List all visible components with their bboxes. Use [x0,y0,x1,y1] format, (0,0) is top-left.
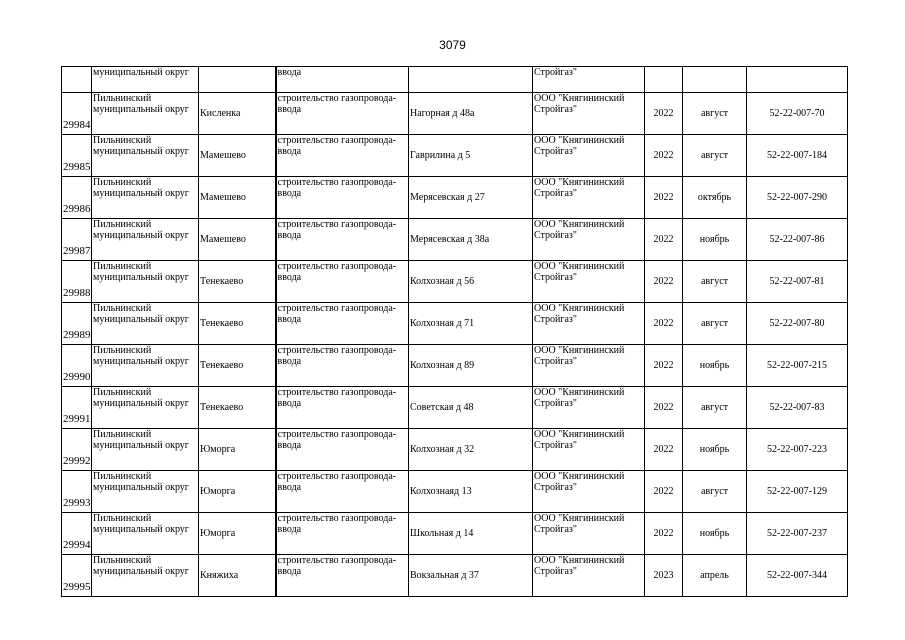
table-body [62,67,848,597]
row-number: 29987 [62,219,92,261]
address-cell: Мерясевская д 27 [409,177,533,219]
settlement-cell: Тенекаево [199,261,276,303]
settlement-cell: Тенекаево [199,345,276,387]
table-row [62,513,848,555]
district-cell: Пильнинский муниципальный округ [92,135,199,177]
year-cell: 2022 [645,513,683,555]
district-cell: Пильнинский муниципальный округ [92,219,199,261]
settlement-cell: Тенекаево [199,303,276,345]
contractor-cell: ООО "Княгининский Стройгаз" [533,387,645,429]
code-cell: 52-22-007-215 [747,345,848,387]
district-cell: Пильнинский муниципальный округ [92,387,199,429]
registry-table [61,66,848,597]
contractor-cell: ООО "Княгининский Стройгаз" [533,177,645,219]
work-cell: строительство газопровода- ввода [276,135,409,177]
year-cell: 2022 [645,345,683,387]
district-cell: Пильнинский муниципальный округ [92,303,199,345]
code-cell: 52-22-007-344 [747,555,848,597]
code-cell: 52-22-007-184 [747,135,848,177]
row-number: 29991 [62,387,92,429]
year-cell: 2022 [645,303,683,345]
row-number [62,67,92,93]
district-cell: муниципальный округ [92,67,199,93]
contractor-cell: ООО "Княгининский Стройгаз" [533,345,645,387]
month-cell: апрель [683,555,747,597]
month-cell: август [683,135,747,177]
year-cell: 2022 [645,93,683,135]
year-cell: 2022 [645,219,683,261]
table-row [62,471,848,513]
district-cell: Пильнинский муниципальный округ [92,345,199,387]
address-cell: Колхозная д 71 [409,303,533,345]
address-cell: Нагорная д 48а [409,93,533,135]
month-cell [683,67,747,93]
work-cell: строительство газопровода- ввода [276,261,409,303]
row-number: 29990 [62,345,92,387]
table-row [62,387,848,429]
work-cell: строительство газопровода- ввода [276,555,409,597]
table-row [62,177,848,219]
month-cell: ноябрь [683,429,747,471]
settlement-cell: Мамешево [199,177,276,219]
year-cell: 2022 [645,177,683,219]
settlement-cell: Юморга [199,513,276,555]
month-cell: август [683,261,747,303]
row-number: 29994 [62,513,92,555]
district-cell: Пильнинский муниципальный округ [92,261,199,303]
work-cell: строительство газопровода- ввода [276,513,409,555]
settlement-cell [199,67,276,93]
month-cell: ноябрь [683,345,747,387]
code-cell: 52-22-007-83 [747,387,848,429]
year-cell: 2022 [645,387,683,429]
code-cell [747,67,848,93]
work-cell: строительство газопровода- ввода [276,93,409,135]
address-cell: Гаврилина д 5 [409,135,533,177]
year-cell: 2022 [645,135,683,177]
year-cell: 2022 [645,429,683,471]
month-cell: август [683,303,747,345]
settlement-cell: Княжиха [199,555,276,597]
contractor-cell: ООО "Княгининский Стройгаз" [533,219,645,261]
month-cell: октябрь [683,177,747,219]
settlement-cell: Мамешево [199,135,276,177]
row-number: 29992 [62,429,92,471]
contractor-cell: ООО "Княгининский Стройгаз" [533,261,645,303]
work-cell: строительство газопровода- ввода [276,429,409,471]
settlement-cell: Тенекаево [199,387,276,429]
address-cell [409,67,533,93]
contractor-cell: ООО "Княгининский Стройгаз" [533,93,645,135]
code-cell: 52-22-007-70 [747,93,848,135]
year-cell: 2022 [645,471,683,513]
contractor-cell: ООО "Княгининский Стройгаз" [533,513,645,555]
address-cell: Колхозная д 56 [409,261,533,303]
address-cell: Колхознаяд 13 [409,471,533,513]
district-cell: Пильнинский муниципальный округ [92,555,199,597]
work-cell: строительство газопровода- ввода [276,177,409,219]
month-cell: август [683,387,747,429]
work-cell: строительство газопровода- ввода [276,303,409,345]
month-cell: август [683,471,747,513]
table-row [62,429,848,471]
row-number: 29989 [62,303,92,345]
table-row [62,345,848,387]
month-cell: ноябрь [683,513,747,555]
row-number: 29993 [62,471,92,513]
year-cell: 2022 [645,261,683,303]
table-row [62,303,848,345]
code-cell: 52-22-007-81 [747,261,848,303]
district-cell: Пильнинский муниципальный округ [92,177,199,219]
work-cell: строительство газопровода- ввода [276,345,409,387]
code-cell: 52-22-007-223 [747,429,848,471]
contractor-cell: ООО "Княгининский Стройгаз" [533,555,645,597]
code-cell: 52-22-007-86 [747,219,848,261]
month-cell: ноябрь [683,219,747,261]
address-cell: Колхозная д 89 [409,345,533,387]
work-cell: строительство газопровода- ввода [276,219,409,261]
settlement-cell: Юморга [199,429,276,471]
address-cell: Школьная д 14 [409,513,533,555]
settlement-cell: Юморга [199,471,276,513]
row-number: 29984 [62,93,92,135]
table-row [62,555,848,597]
work-cell: строительство газопровода- ввода [276,387,409,429]
row-number: 29988 [62,261,92,303]
year-cell [645,67,683,93]
table-row [62,261,848,303]
address-cell: Мерясевская д 38а [409,219,533,261]
row-number: 29995 [62,555,92,597]
district-cell: Пильнинский муниципальный округ [92,429,199,471]
settlement-cell: Мамешево [199,219,276,261]
contractor-cell: Стройгаз" [533,67,645,93]
address-cell: Колхозная д 32 [409,429,533,471]
settlement-cell: Кисленка [199,93,276,135]
table-row [62,135,848,177]
page-number: 3079 [439,38,466,52]
row-number: 29986 [62,177,92,219]
code-cell: 52-22-007-80 [747,303,848,345]
code-cell: 52-22-007-237 [747,513,848,555]
contractor-cell: ООО "Княгининский Стройгаз" [533,429,645,471]
year-cell: 2023 [645,555,683,597]
table-row [62,93,848,135]
row-number: 29985 [62,135,92,177]
table-row-continuation [62,67,848,93]
district-cell: Пильнинский муниципальный округ [92,471,199,513]
address-cell: Вокзальная д 37 [409,555,533,597]
district-cell: Пильнинский муниципальный округ [92,93,199,135]
table-row [62,219,848,261]
district-cell: Пильнинский муниципальный округ [92,513,199,555]
address-cell: Советская д 48 [409,387,533,429]
contractor-cell: ООО "Княгининский Стройгаз" [533,471,645,513]
contractor-cell: ООО "Княгининский Стройгаз" [533,135,645,177]
work-cell: ввода [276,67,409,93]
code-cell: 52-22-007-290 [747,177,848,219]
contractor-cell: ООО "Княгининский Стройгаз" [533,303,645,345]
month-cell: август [683,93,747,135]
code-cell: 52-22-007-129 [747,471,848,513]
work-cell: строительство газопровода- ввода [276,471,409,513]
